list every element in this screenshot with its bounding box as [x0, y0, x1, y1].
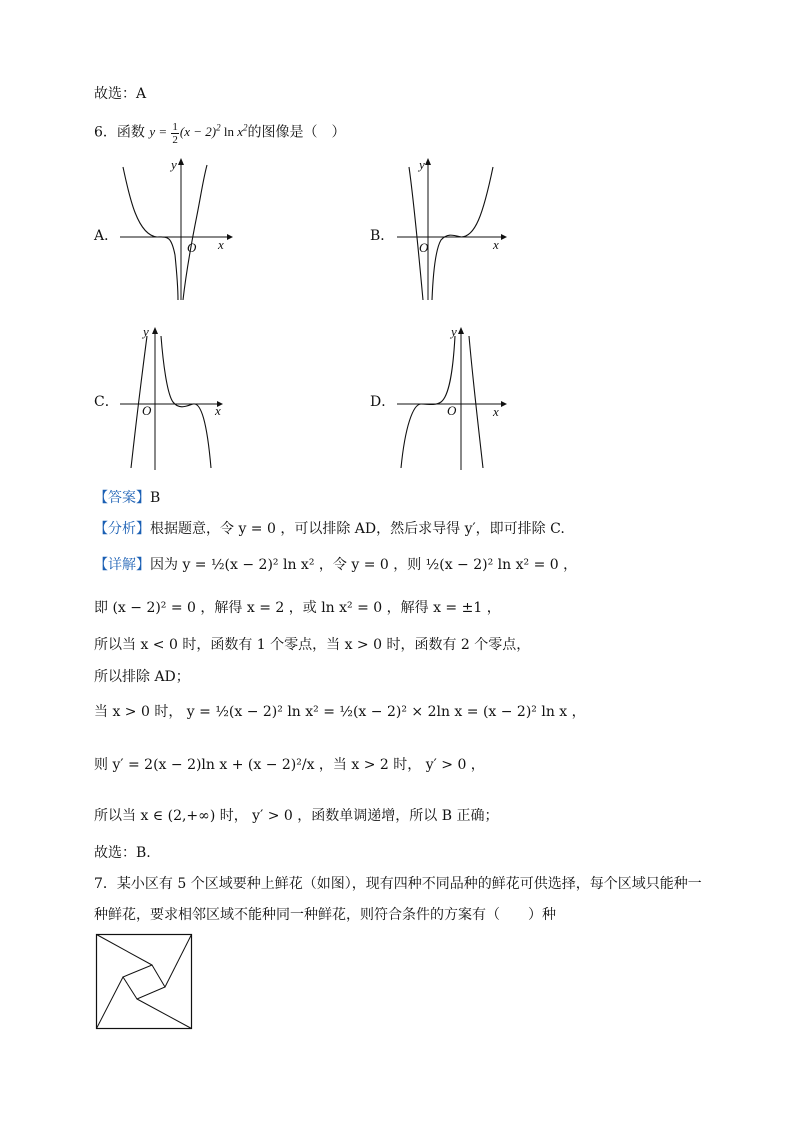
graph-b-curve-left — [409, 167, 423, 300]
analysis-tag: 【分析】 — [94, 521, 150, 537]
graph-b-origin: O — [419, 240, 429, 255]
answer-line — [94, 488, 160, 508]
graph-a-x-label: x — [218, 237, 224, 252]
option-c-label: C． — [94, 394, 119, 410]
graph-c-x-label: x — [215, 403, 221, 418]
graph-c-curve-right — [161, 336, 211, 468]
graph-a-curve-left — [123, 167, 178, 300]
detail-line-7: 所以当 x ∈ (2,+∞) 时， y′ > 0 ，函数单调递增，所以 B 正确； — [94, 808, 499, 824]
q6-formula: y = $\frac{1}{2}$ $(x - 2)^2$ $\ln x^2$ — [149, 120, 248, 146]
graph-a-curve-right — [183, 165, 207, 300]
previous-answer: 故选：A — [94, 86, 147, 102]
q7-line-1: 7．某小区有 5 个区域要种上鲜花（如图），现有四种不同品种的鲜花可供选择，每个区域只能种一 — [94, 876, 702, 892]
q6-stem-suffix: 的图像是（ ） — [247, 124, 346, 141]
graph-b-x-label: x — [493, 237, 499, 252]
q7-region-figure — [95, 933, 195, 1031]
graph-d-x-label: x — [493, 404, 499, 419]
option-d-label: D． — [370, 394, 396, 410]
graph-d-y-label: y — [451, 324, 457, 339]
detail-tag: 【详解】 — [94, 557, 150, 573]
detail-line-1 — [94, 555, 577, 575]
detail-line-2: 即 (x − 2)² = 0 ，解得 x = 2 ，或 ln x² = 0 ，解得 x = ±1 ， — [94, 600, 501, 616]
graph-b-curve-right — [432, 167, 493, 300]
detail-line-4: 所以排除 AD； — [94, 669, 190, 685]
detail-line-6: 则 y′ = 2(x − 2)ln x + (x − 2)²/x ，当 x > 2 时， y′ > 0 ， — [94, 757, 485, 773]
q7-outer-square — [97, 935, 192, 1029]
q7-line-2: 种鲜花，要求相邻区域不能种同一种鲜花，则符合条件的方案有（ ）种 — [94, 907, 556, 923]
graph-c-curve-left — [131, 336, 147, 468]
q6-stem-prefix: 函数 — [116, 124, 145, 141]
q6-stem — [94, 118, 346, 146]
analysis-text: 根据题意，令 y = 0 ，可以排除 AD，然后求导得 y′，即可排除 C. — [150, 521, 565, 537]
detail-line-5: 当 x > 0 时， y = ½(x − 2)² ln x² = ½(x − 2)² × 2ln x = (x − 2)² ln x ， — [94, 704, 586, 720]
graph-c-origin: O — [142, 403, 152, 418]
graph-d-origin: O — [447, 403, 457, 418]
graph-c — [115, 322, 235, 472]
answer-value: B — [150, 490, 161, 506]
graph-d-curve-right — [469, 336, 483, 468]
graph-b — [395, 155, 515, 305]
graph-c-y-label: y — [143, 324, 149, 339]
answer-tag: 【答案】 — [94, 490, 150, 506]
option-a-label: A． — [94, 228, 119, 244]
q7-center-region — [123, 965, 165, 999]
graph-d — [395, 322, 515, 472]
detail-text-1: 因为 y = ½(x − 2)² ln x² ，令 y = 0 ，则 ½(x − 2)² ln x² = 0 ， — [150, 557, 578, 573]
detail-line-3: 所以当 x < 0 时，函数有 1 个零点，当 x > 0 时，函数有 2 个零点， — [94, 637, 531, 653]
detail-line-8: 故选：B. — [94, 845, 151, 861]
graph-a-origin: O — [187, 240, 197, 255]
option-b-label: B． — [370, 228, 395, 244]
graph-a — [115, 155, 235, 305]
graph-d-curve-left — [401, 336, 455, 468]
analysis-line — [94, 519, 565, 539]
q6-number: 6． — [94, 124, 117, 141]
graph-a-y-label: y — [171, 157, 177, 172]
graph-b-y-label: y — [419, 157, 425, 172]
